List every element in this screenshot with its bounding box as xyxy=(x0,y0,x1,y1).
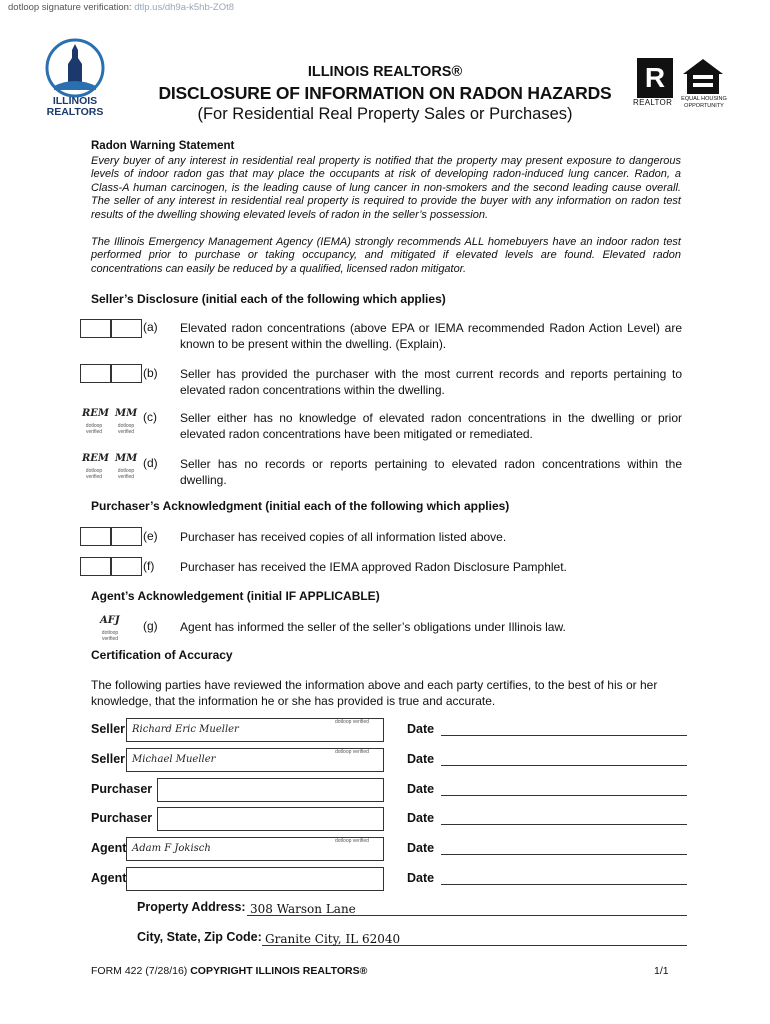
agent-acknowledgement-heading: Agent’s Acknowledgement (initial IF APPLICABLE) xyxy=(91,589,380,603)
seller2-signature: Michael Mueller xyxy=(132,754,216,765)
purchaser2-date-label: Date xyxy=(407,811,435,825)
item-text-d: Seller has no records or reports pertaining to elevated radon concentrations within the dwelling. xyxy=(180,457,682,487)
equal-housing-icon xyxy=(681,56,725,96)
agent1-date-field[interactable] xyxy=(441,854,687,855)
copyright: COPYRIGHT ILLINOIS REALTORS® xyxy=(190,965,368,977)
agent1-label: Agent xyxy=(91,841,127,855)
certification-text: The following parties have reviewed the information above and each party certifies, to the best of his or her knowledge, that the information he or she has provided is true and accurate. xyxy=(91,678,658,708)
agent2-date-label: Date xyxy=(407,871,435,885)
item-text-f: Purchaser has received the IEMA approved Radon Disclosure Pamphlet. xyxy=(180,560,567,574)
form-number: FORM 422 (7/28/16) xyxy=(91,965,191,977)
agent2-date-field[interactable] xyxy=(441,884,687,885)
seller2-initial-box-a[interactable] xyxy=(111,319,142,338)
property-address-value: 308 Warson Lane xyxy=(250,902,356,916)
seller1-initial-box-b[interactable] xyxy=(80,364,111,383)
realtor-label: REALTOR xyxy=(633,98,673,107)
purchaser1-label: Purchaser xyxy=(91,782,153,796)
agent-initial-g: AFJ xyxy=(100,615,120,626)
agent1-signature: Adam F Jokisch xyxy=(132,843,211,854)
radon-warning-heading: Radon Warning Statement xyxy=(91,140,235,152)
agent2-label: Agent xyxy=(91,871,127,885)
seller2-stamp-d: dotloop verified xyxy=(117,468,135,480)
realtor-r-icon: R xyxy=(644,62,666,93)
item-letter-e: (e) xyxy=(143,529,158,543)
seller2-initial-c: MM xyxy=(115,408,138,419)
form-footer xyxy=(91,965,367,977)
purchaser2-signature-box[interactable] xyxy=(157,807,384,831)
purchaser2-initial-box-f[interactable] xyxy=(111,557,142,576)
dotloop-verification xyxy=(8,2,234,13)
seller2-date-field[interactable] xyxy=(441,765,687,766)
item-text-c: Seller either has no knowledge of elevated radon concentrations in the dwelling or prior elevated radon concentrations have been mitigated or remediated. xyxy=(180,411,682,441)
purchaser1-initial-box-f[interactable] xyxy=(80,557,111,576)
item-letter-b: (b) xyxy=(143,366,158,380)
purchaser1-date-field[interactable] xyxy=(441,795,687,796)
seller2-label: Seller xyxy=(91,752,126,766)
item-letter-d: (d) xyxy=(143,456,158,470)
item-text-b: Seller has provided the purchaser with the most current records and reports pertaining to elevated radon concentrations within the dwelling. xyxy=(180,367,682,397)
seller1-stamp-c: dotloop verified xyxy=(85,423,103,435)
purchaser1-signature-box[interactable] xyxy=(157,778,384,802)
item-text-a: Elevated radon concentrations (above EPA or IEMA recommended Radon Action Level) are known to be present within the dwelling. (Explain). xyxy=(180,321,682,351)
verification-link[interactable]: dtlp.us/dh9a-k5hb-ZOt8 xyxy=(134,2,235,13)
item-text-e: Purchaser has received copies of all information listed above. xyxy=(180,530,507,544)
seller1-label: Seller xyxy=(91,722,126,736)
seller1-stamp-d: dotloop verified xyxy=(85,468,103,480)
seller1-initial-d: REM xyxy=(82,453,110,464)
seller1-signature-verified: dotloop verified xyxy=(335,719,369,725)
page-number: 1/1 xyxy=(654,965,669,977)
seller2-stamp-c: dotloop verified xyxy=(117,423,135,435)
agent2-signature-box[interactable] xyxy=(126,867,384,891)
logo-line2: REALTORS xyxy=(46,106,104,118)
radon-warning-text: Every buyer of any interest in residential real property is notified that the property may present exposure to dangerous levels of indoor radon gas that may place the occupants at risk of developing radon-induced lung cancer. Radon, a Class-A human carcinogen, is the leading cause of lung cancer in non-smokers and the second leading cause overall. The seller of any interest in residential real property is required to provide the buyer with any information on radon test results of the dwelling showing elevated levels of radon in the seller’s possession. xyxy=(91,155,681,221)
seller2-signature-verified: dotloop verified xyxy=(335,749,369,755)
city-state-zip-value: Granite City, IL 62040 xyxy=(265,932,401,946)
document-title: DISCLOSURE OF INFORMATION ON RADON HAZARDS xyxy=(158,83,612,103)
org-title: ILLINOIS REALTORS® xyxy=(307,64,463,80)
purchaser2-label: Purchaser xyxy=(91,811,153,825)
purchaser2-initial-box-e[interactable] xyxy=(111,527,142,546)
agent1-signature-verified: dotloop verified xyxy=(335,838,369,844)
certification-heading: Certification of Accuracy xyxy=(91,648,233,662)
seller1-signature: Richard Eric Mueller xyxy=(132,724,239,735)
item-text-g: Agent has informed the seller of the seller’s obligations under Illinois law. xyxy=(180,620,566,634)
logo-line1: ILLINOIS xyxy=(52,95,98,107)
seller-disclosure-heading: Seller’s Disclosure (initial each of the following which applies) xyxy=(91,292,446,306)
seller1-initial-box-a[interactable] xyxy=(80,319,111,338)
seller1-date-field[interactable] xyxy=(441,735,687,736)
purchaser1-initial-box-e[interactable] xyxy=(80,527,111,546)
purchaser2-date-field[interactable] xyxy=(441,824,687,825)
purchaser1-date-label: Date xyxy=(407,782,435,796)
seller1-initial-c: REM xyxy=(82,408,110,419)
seller1-date-label: Date xyxy=(407,722,435,736)
item-letter-a: (a) xyxy=(143,320,158,334)
purchaser-acknowledgment-heading: Purchaser’s Acknowledgment (initial each of the following which applies) xyxy=(91,499,510,513)
item-letter-c: (c) xyxy=(143,410,157,424)
equal-housing-label: EQUAL HOUSING OPPORTUNITY xyxy=(681,96,727,109)
agent1-date-label: Date xyxy=(407,841,435,855)
verification-label: dotloop signature verification: xyxy=(8,2,132,13)
seller2-initial-box-b[interactable] xyxy=(111,364,142,383)
agent-stamp-g: dotloop verified xyxy=(101,630,119,642)
iema-recommendation-text: The Illinois Emergency Management Agency (IEMA) strongly recommends ALL homebuyers have an indoor radon test performed prior to purchase or taking occupancy, and mitigated if elevated levels are found. Elevated radon concentrations can easily be reduced by a qualified, licensed radon mitigator. xyxy=(91,236,681,275)
item-letter-f: (f) xyxy=(143,559,155,573)
property-address-label: Property Address: xyxy=(137,900,246,914)
item-letter-g: (g) xyxy=(143,619,158,633)
seller2-date-label: Date xyxy=(407,752,435,766)
seller2-initial-d: MM xyxy=(115,453,138,464)
city-state-zip-label: City, State, Zip Code: xyxy=(137,930,262,944)
document-subtitle: (For Residential Real Property Sales or Purchases) xyxy=(197,105,573,123)
